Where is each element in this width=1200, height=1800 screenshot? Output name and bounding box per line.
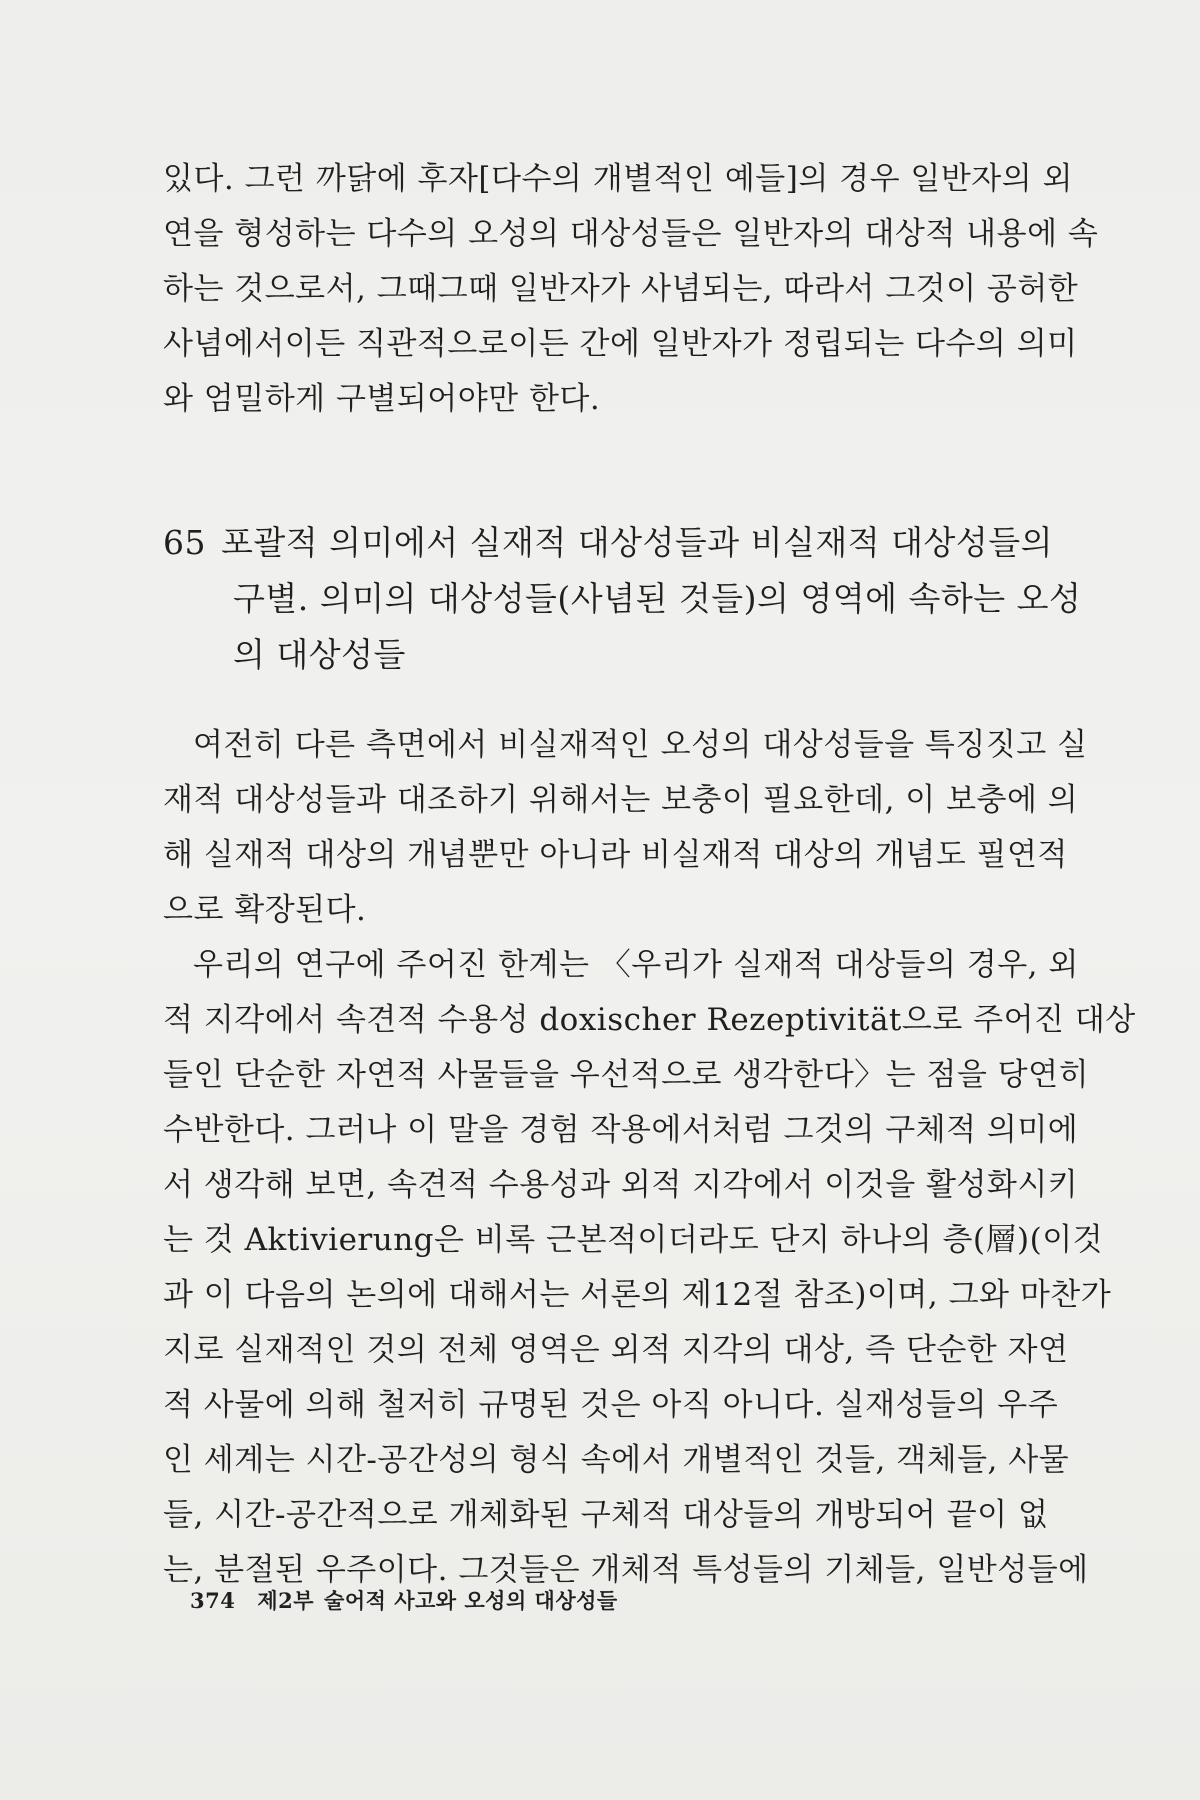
page-number: 374 <box>190 1588 236 1613</box>
heading-line <box>163 515 1054 571</box>
text-line: 으로 확장된다. <box>163 892 367 928</box>
text-line: 수반한다. 그러나 이 말을 경험 작용에서처럼 그것의 구체적 의미에 <box>163 1112 1079 1148</box>
text-line: 지로 실재적인 것의 전체 영역은 외적 지각의 대상, 즉 단순한 자연 <box>163 1332 1069 1368</box>
body-paragraph <box>163 718 1136 1598</box>
top-paragraph <box>163 152 1099 427</box>
text-line: 적 지각에서 속견적 수용성 doxischer Rezeptivität으로 주어진 대상 <box>163 1002 1136 1038</box>
text-line: 적 사물에 의해 철저히 규명된 것은 아직 아니다. 실재성들의 우주 <box>163 1387 1059 1423</box>
text-line: 재적 대상성들과 대조하기 위해서는 보충이 필요한데, 이 보충에 의 <box>163 782 1079 818</box>
section-number: 65 <box>163 523 206 562</box>
text-line: 는, 분절된 우주이다. 그것들은 개체적 특성들의 기체들, 일반성들에 <box>163 1552 1089 1588</box>
text-line: 해 실재적 대상의 개념뿐만 아니라 비실재적 대상의 개념도 필연적 <box>163 837 1068 873</box>
page-footer <box>190 1585 618 1615</box>
text-line: 하는 것으로서, 그때그때 일반자가 사념되는, 따라서 그것이 공허한 <box>163 271 1079 307</box>
text-line: 는 것 Aktivierung은 비록 근본적이더라도 단지 하나의 층(層)(이것 <box>163 1222 1104 1258</box>
text-line: 우리의 연구에 주어진 한계는 〈우리가 실재적 대상들의 경우, 외 <box>193 947 1079 983</box>
heading-title-text: 포괄적 의미에서 실재적 대상성들과 비실재적 대상성들의 <box>221 523 1054 562</box>
text-line: 서 생각해 보면, 속견적 수용성과 외적 지각에서 이것을 활성화시키 <box>163 1167 1079 1203</box>
text-line: 과 이 다음의 논의에 대해서는 서론의 제12절 참조)이며, 그와 마찬가 <box>163 1277 1112 1313</box>
text-line: 와 엄밀하게 구별되어야만 한다. <box>163 381 601 417</box>
text-line: 연을 형성하는 다수의 오성의 대상성들은 일반자의 대상적 내용에 속 <box>163 216 1099 252</box>
text-line: 들, 시간-공간적으로 개체화된 구체적 대상들의 개방되어 끝이 없 <box>163 1497 1049 1533</box>
running-title: 술어적 사고와 오성의 대상성들 <box>324 1588 618 1613</box>
heading-line: 구별. 의미의 대상성들(사념된 것들)의 영역에 속하는 오성 <box>233 579 1082 618</box>
part-label: 제2부 <box>257 1588 315 1613</box>
text-line: 들인 단순한 자연적 사물들을 우선적으로 생각한다〉는 점을 당연히 <box>163 1057 1090 1093</box>
text-line: 있다. 그런 까닭에 후자[다수의 개별적인 예들]의 경우 일반자의 외 <box>163 161 1073 197</box>
text-line: 사념에서이든 직관적으로이든 간에 일반자가 정립되는 다수의 의미 <box>163 326 1078 362</box>
text-line: 인 세계는 시간-공간성의 형식 속에서 개별적인 것들, 객체들, 사물 <box>163 1442 1070 1478</box>
text-line: 여전히 다른 측면에서 비실재적인 오성의 대상성들을 특징짓고 실 <box>193 727 1088 763</box>
section-heading <box>163 515 1082 683</box>
heading-line: 의 대상성들 <box>233 635 406 674</box>
